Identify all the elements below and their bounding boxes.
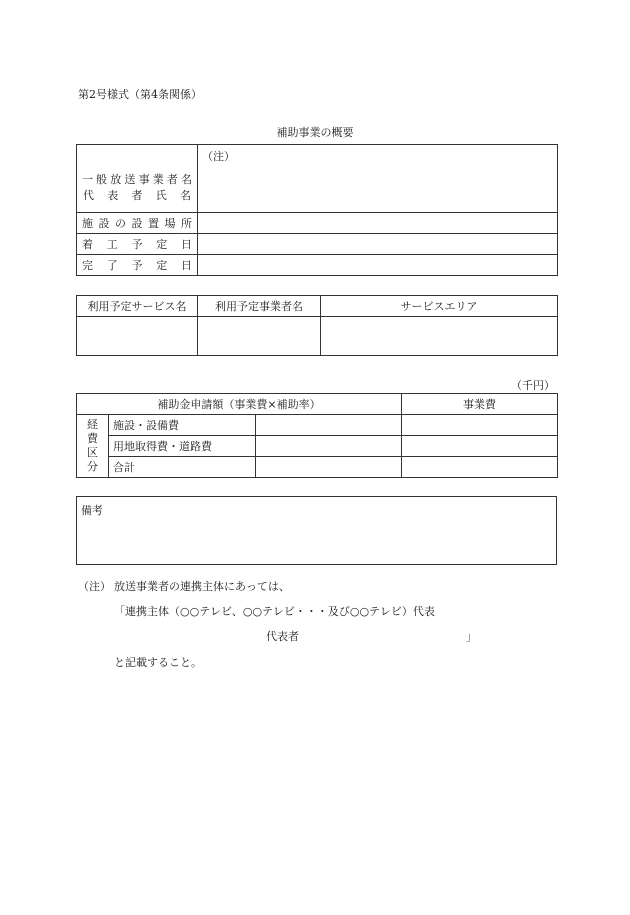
expense-table bbox=[76, 393, 558, 478]
subsidy-amount-cell[interactable] bbox=[256, 457, 402, 478]
completion-date-label: 完了予定日 bbox=[77, 255, 198, 276]
project-cost-cell[interactable] bbox=[402, 457, 558, 478]
service-name-header: 利用予定サービス名 bbox=[77, 296, 198, 317]
footnote-line-2: 「連携主体（○○テレビ、○○テレビ・・・及び○○テレビ）代表 bbox=[114, 605, 435, 618]
project-cost-header: 事業費 bbox=[402, 394, 558, 415]
subsidy-amount-cell[interactable] bbox=[256, 436, 402, 457]
page-title: 補助事業の概要 bbox=[276, 126, 354, 139]
service-area-value[interactable] bbox=[321, 317, 558, 356]
expense-row-label: 施設・設備費 bbox=[109, 415, 256, 436]
form-number: 第2号様式（第4条関係） bbox=[78, 88, 202, 101]
unit-label: （千円） bbox=[511, 379, 555, 392]
completion-date-value[interactable] bbox=[198, 255, 558, 276]
subsidy-amount-cell[interactable] bbox=[256, 415, 402, 436]
start-date-value[interactable] bbox=[198, 234, 558, 255]
service-area-header: サービスエリア bbox=[321, 296, 558, 317]
expense-category-label: 経費区分 bbox=[77, 415, 109, 478]
operator-name-header: 利用予定事業者名 bbox=[198, 296, 321, 317]
subsidy-amount-header: 補助金申請額（事業費×補助率） bbox=[77, 394, 402, 415]
representative-name-label: 代表者氏名 bbox=[83, 188, 191, 202]
location-value[interactable] bbox=[198, 213, 558, 234]
expense-row-label: 用地取得費・道路費 bbox=[109, 436, 256, 457]
service-name-value[interactable] bbox=[77, 317, 198, 356]
start-date-label: 着工予定日 bbox=[77, 234, 198, 255]
applicant-value-cell[interactable] bbox=[198, 145, 558, 213]
operator-name-value[interactable] bbox=[198, 317, 321, 356]
footnote-marker: （注） bbox=[78, 580, 111, 593]
project-cost-cell[interactable] bbox=[402, 436, 558, 457]
applicant-table bbox=[76, 144, 558, 276]
location-label: 施設の設置場所 bbox=[77, 213, 198, 234]
remarks-cell[interactable] bbox=[77, 497, 557, 565]
note-marker: （注） bbox=[202, 150, 235, 163]
operator-name-label: 一般放送事業者名 bbox=[82, 172, 192, 186]
footnote-line-4: と記載すること。 bbox=[114, 656, 202, 669]
footnote-line-1: 放送事業者の連携主体にあっては、 bbox=[114, 580, 290, 593]
remarks-label: 備考 bbox=[81, 504, 103, 517]
applicant-labels-cell bbox=[77, 145, 198, 213]
remarks-table bbox=[76, 496, 557, 565]
closing-bracket: 」 bbox=[466, 630, 477, 643]
representative-placeholder: 代表者 bbox=[266, 630, 299, 643]
service-table bbox=[76, 295, 558, 356]
project-cost-cell[interactable] bbox=[402, 415, 558, 436]
expense-row-label: 合計 bbox=[109, 457, 256, 478]
